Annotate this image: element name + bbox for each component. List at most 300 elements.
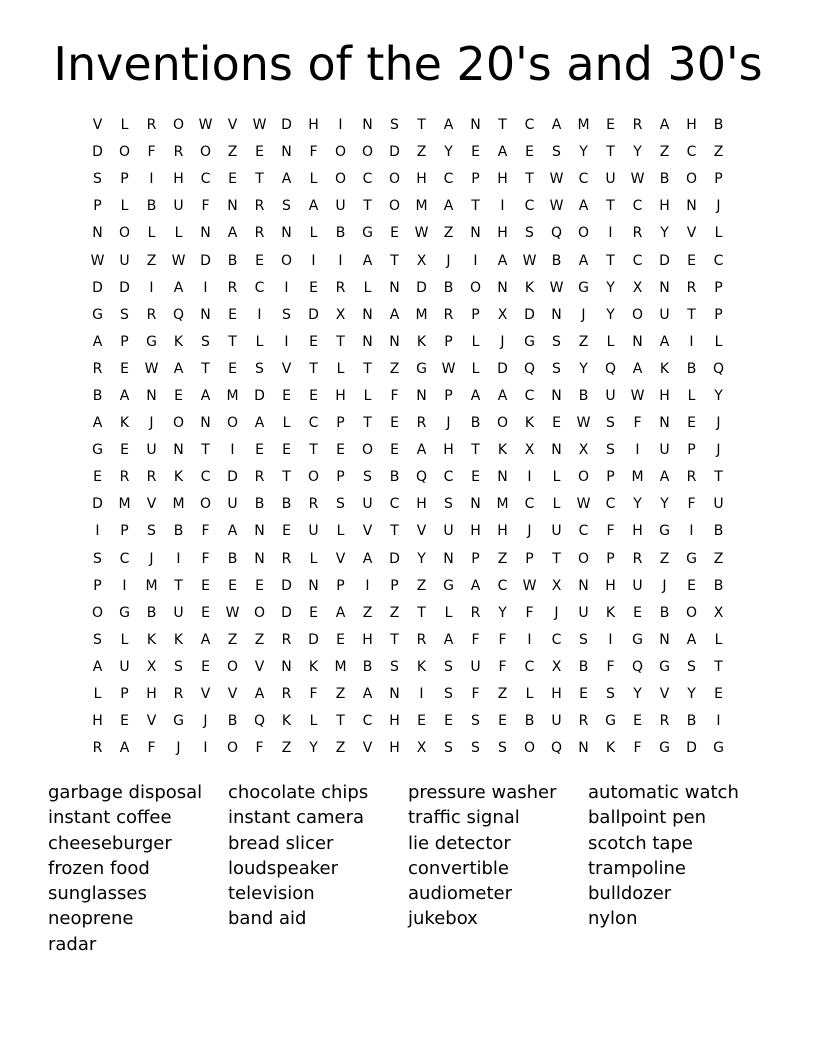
grid-letter: L	[255, 333, 264, 350]
grid-letter: P	[444, 387, 453, 404]
grid-letter: A	[416, 442, 427, 459]
grid-letter: Y	[309, 740, 318, 757]
grid-letter: E	[417, 713, 426, 730]
grid-letter: A	[119, 387, 130, 404]
grid-row	[84, 437, 732, 464]
grid-letter: A	[119, 740, 130, 757]
grid-letter: M	[172, 496, 185, 513]
grid-letter: Z	[713, 550, 724, 567]
grid-letter: B	[146, 198, 157, 215]
grid-row	[84, 708, 732, 735]
grid-letter: S	[282, 306, 291, 323]
grid-letter: A	[308, 198, 319, 215]
grid-letter: C	[524, 387, 535, 404]
grid-letter: N	[173, 442, 184, 459]
grid-letter: T	[336, 713, 345, 730]
grid-letter: N	[443, 550, 454, 567]
grid-letter: T	[417, 604, 426, 621]
grid-letter: O	[361, 442, 374, 459]
grid-row	[84, 329, 732, 356]
grid-letter: T	[606, 252, 615, 269]
grid-letter: T	[714, 469, 723, 486]
grid-letter: N	[551, 387, 562, 404]
grid-letter: N	[254, 523, 265, 540]
grid-letter: Y	[660, 225, 669, 242]
grid-letter: W	[576, 415, 591, 432]
grid-letter: L	[606, 333, 615, 350]
grid-letter: I	[311, 252, 316, 269]
grid-letter: V	[92, 117, 103, 134]
grid-letter: Q	[253, 713, 266, 730]
grid-letter: C	[686, 144, 697, 161]
grid-letter: L	[336, 523, 345, 540]
grid-letter: P	[120, 523, 129, 540]
grid-letter: D	[92, 144, 103, 161]
grid-letter: U	[551, 523, 562, 540]
grid-letter: Z	[443, 225, 454, 242]
word-column	[228, 780, 408, 957]
word-list-item: bulldozer	[588, 883, 672, 905]
grid-letter: J	[149, 415, 154, 432]
grid-letter: Q	[550, 225, 563, 242]
grid-letter: J	[527, 523, 532, 540]
grid-letter: N	[632, 333, 643, 350]
grid-letter: N	[281, 658, 292, 675]
grid-letter: R	[146, 469, 157, 486]
grid-letter: Z	[416, 144, 427, 161]
grid-row	[84, 220, 732, 247]
grid-letter: T	[498, 117, 507, 134]
grid-letter: D	[686, 740, 697, 757]
grid-letter: G	[119, 604, 130, 621]
grid-letter: O	[199, 496, 212, 513]
grid-letter: E	[120, 360, 129, 377]
grid-letter: U	[173, 198, 184, 215]
grid-letter: D	[92, 279, 103, 296]
grid-letter: G	[659, 740, 670, 757]
grid-letter: V	[200, 686, 211, 703]
grid-letter: W	[522, 252, 537, 269]
grid-letter: A	[632, 360, 643, 377]
grid-letter: F	[606, 523, 615, 540]
grid-letter: X	[713, 604, 724, 621]
grid-letter: N	[470, 117, 481, 134]
grid-letter: M	[145, 577, 158, 594]
grid-letter: J	[554, 604, 559, 621]
grid-letter: D	[119, 279, 130, 296]
grid-letter: Q	[712, 360, 725, 377]
grid-letter: V	[362, 740, 373, 757]
grid-letter: T	[282, 469, 291, 486]
grid-row	[84, 410, 732, 437]
grid-letter: M	[334, 658, 347, 675]
grid-letter: V	[416, 523, 427, 540]
grid-row	[84, 383, 732, 410]
grid-letter: A	[443, 198, 454, 215]
grid-letter: Z	[389, 360, 400, 377]
grid-letter: R	[254, 225, 265, 242]
grid-letter: I	[284, 279, 289, 296]
grid-letter: U	[146, 442, 157, 459]
grid-letter: A	[389, 306, 400, 323]
grid-letter: Z	[362, 604, 373, 621]
grid-letter: S	[336, 496, 345, 513]
grid-letter: F	[471, 686, 480, 703]
grid-letter: M	[415, 306, 428, 323]
grid-letter: W	[198, 117, 213, 134]
grid-letter: A	[173, 360, 184, 377]
grid-letter: V	[146, 713, 157, 730]
grid-letter: N	[227, 198, 238, 215]
grid-letter: P	[471, 306, 480, 323]
grid-letter: A	[578, 198, 589, 215]
grid-letter: U	[659, 442, 670, 459]
grid-letter: N	[389, 686, 400, 703]
grid-letter: N	[362, 306, 373, 323]
grid-row	[84, 735, 732, 762]
grid-letter: O	[334, 144, 347, 161]
grid-letter: G	[524, 333, 535, 350]
grid-letter: A	[200, 631, 211, 648]
grid-letter: K	[146, 631, 157, 648]
grid-letter: H	[497, 523, 508, 540]
grid-letter: S	[390, 117, 399, 134]
grid-letter: J	[149, 550, 154, 567]
grid-row	[84, 573, 732, 600]
grid-letter: F	[309, 144, 318, 161]
grid-letter: P	[336, 577, 345, 594]
grid-letter: H	[686, 117, 697, 134]
grid-letter: S	[606, 415, 615, 432]
grid-letter: N	[200, 306, 211, 323]
grid-letter: D	[281, 577, 292, 594]
grid-row	[84, 681, 732, 708]
grid-letter: D	[389, 550, 400, 567]
grid-letter: X	[632, 279, 643, 296]
grid-letter: S	[687, 658, 696, 675]
grid-letter: T	[201, 442, 210, 459]
grid-letter: D	[416, 279, 427, 296]
grid-letter: Y	[687, 686, 696, 703]
grid-letter: S	[552, 144, 561, 161]
grid-letter: W	[630, 387, 645, 404]
grid-row	[84, 464, 732, 491]
grid-letter: R	[686, 279, 697, 296]
grid-letter: E	[228, 171, 237, 188]
grid-letter: L	[309, 550, 318, 567]
grid-letter: T	[525, 171, 534, 188]
grid-letter: J	[662, 577, 667, 594]
grid-letter: K	[119, 415, 130, 432]
grid-letter: F	[309, 686, 318, 703]
grid-letter: S	[174, 658, 183, 675]
grid-letter: W	[549, 279, 564, 296]
grid-letter: R	[416, 631, 427, 648]
grid-letter: L	[687, 387, 696, 404]
grid-letter: E	[687, 252, 696, 269]
grid-letter: X	[578, 442, 589, 459]
grid-letter: B	[713, 523, 724, 540]
grid-letter: W	[144, 360, 159, 377]
grid-letter: F	[525, 604, 534, 621]
grid-letter: X	[416, 252, 427, 269]
word-list-item: chocolate chips	[228, 782, 369, 803]
word-list-item: cheeseburger	[48, 832, 172, 854]
grid-letter: D	[524, 306, 535, 323]
word-list-item: instant camera	[228, 807, 365, 829]
word-list-item: garbage disposal	[48, 782, 203, 803]
grid-letter: J	[446, 415, 451, 432]
grid-letter: A	[362, 550, 373, 567]
grid-letter: N	[200, 415, 211, 432]
grid-letter: I	[500, 198, 505, 215]
grid-letter: G	[713, 740, 724, 757]
grid-letter: H	[308, 117, 319, 134]
grid-letter: S	[606, 442, 615, 459]
grid-letter: E	[255, 442, 264, 459]
grid-letter: Q	[631, 658, 644, 675]
grid-letter: H	[497, 225, 508, 242]
grid-letter: L	[714, 631, 723, 648]
grid-letter: E	[228, 306, 237, 323]
grid-letter: T	[390, 252, 399, 269]
grid-letter: Y	[498, 604, 507, 621]
grid-letter: N	[686, 198, 697, 215]
grid-letter: L	[552, 496, 561, 513]
grid-letter: O	[91, 604, 104, 621]
grid-letter: Q	[523, 360, 536, 377]
grid-letter: H	[443, 442, 454, 459]
grid-letter: H	[470, 523, 481, 540]
grid-letter: N	[389, 333, 400, 350]
word-list	[48, 780, 788, 957]
grid-letter: S	[525, 225, 534, 242]
grid-letter: F	[498, 658, 507, 675]
grid-letter: C	[551, 631, 562, 648]
grid-letter: C	[632, 252, 643, 269]
grid-letter: E	[444, 713, 453, 730]
grid-letter: R	[686, 469, 697, 486]
grid-letter: A	[200, 387, 211, 404]
grid-letter: O	[226, 658, 239, 675]
grid-letter: E	[390, 442, 399, 459]
grid-letter: T	[363, 198, 372, 215]
grid-letter: C	[713, 252, 724, 269]
grid-letter: U	[308, 523, 319, 540]
grid-letter: T	[174, 577, 183, 594]
grid-letter: U	[119, 252, 130, 269]
grid-letter: L	[174, 225, 183, 242]
grid-letter: Z	[416, 577, 427, 594]
grid-letter: U	[551, 713, 562, 730]
grid-letter: R	[335, 279, 346, 296]
grid-letter: P	[336, 469, 345, 486]
grid-letter: D	[308, 306, 319, 323]
grid-row	[84, 139, 732, 166]
grid-letter: J	[716, 442, 721, 459]
grid-letter: A	[578, 252, 589, 269]
grid-letter: I	[257, 306, 262, 323]
grid-letter: Z	[497, 550, 508, 567]
grid-letter: O	[577, 225, 590, 242]
grid-letter: T	[552, 550, 561, 567]
grid-letter: P	[714, 171, 723, 188]
grid-letter: B	[470, 415, 481, 432]
grid-letter: A	[92, 415, 103, 432]
grid-letter: S	[552, 333, 561, 350]
grid-letter: I	[203, 279, 208, 296]
grid-letter: I	[149, 279, 154, 296]
grid-letter: U	[173, 604, 184, 621]
grid-letter: K	[497, 442, 508, 459]
grid-letter: Y	[444, 144, 453, 161]
grid-letter: R	[632, 550, 643, 567]
grid-letter: S	[120, 306, 129, 323]
grid-letter: F	[390, 387, 399, 404]
grid-letter: H	[362, 631, 373, 648]
grid-letter: Y	[417, 550, 426, 567]
grid-letter: R	[146, 117, 157, 134]
grid-letter: L	[714, 225, 723, 242]
grid-letter: O	[685, 604, 698, 621]
grid-letter: E	[282, 523, 291, 540]
grid-letter: L	[363, 387, 372, 404]
grid-letter: W	[522, 577, 537, 594]
grid-letter: T	[687, 306, 696, 323]
grid-letter: C	[497, 577, 508, 594]
grid-letter: I	[419, 686, 424, 703]
grid-letter: N	[362, 117, 373, 134]
grid-letter: U	[227, 496, 238, 513]
grid-letter: O	[334, 171, 347, 188]
grid-letter: L	[714, 333, 723, 350]
grid-letter: Y	[714, 387, 723, 404]
grid-letter: F	[633, 740, 642, 757]
grid-letter: B	[254, 496, 265, 513]
grid-letter: D	[92, 496, 103, 513]
grid-letter: M	[226, 387, 239, 404]
grid-letter: S	[579, 631, 588, 648]
grid-letter: I	[635, 442, 640, 459]
grid-letter: Z	[578, 333, 589, 350]
grid-letter: E	[255, 252, 264, 269]
grid-letter: O	[361, 144, 374, 161]
grid-letter: L	[120, 198, 129, 215]
grid-letter: E	[498, 713, 507, 730]
grid-letter: E	[309, 387, 318, 404]
grid-letter: A	[659, 117, 670, 134]
grid-letter: P	[687, 442, 696, 459]
grid-letter: R	[227, 279, 238, 296]
grid-letter: H	[173, 171, 184, 188]
grid-letter: I	[203, 740, 208, 757]
grid-letter: T	[714, 658, 723, 675]
grid-letter: F	[147, 144, 156, 161]
word-list-item: audiometer	[408, 883, 513, 905]
grid-letter: B	[686, 360, 697, 377]
grid-letter: C	[524, 198, 535, 215]
grid-letter: R	[659, 713, 670, 730]
grid-letter: H	[389, 740, 400, 757]
grid-letter: K	[524, 415, 535, 432]
grid-letter: H	[146, 686, 157, 703]
grid-row	[84, 654, 732, 681]
word-list-item: automatic watch	[588, 782, 739, 803]
grid-letter: M	[415, 198, 428, 215]
grid-letter: Y	[633, 496, 642, 513]
grid-letter: N	[659, 415, 670, 432]
grid-letter: B	[659, 171, 670, 188]
grid-letter: F	[201, 550, 210, 567]
grid-letter: O	[523, 740, 536, 757]
grid-letter: K	[173, 631, 184, 648]
grid-letter: R	[92, 360, 103, 377]
grid-letter: A	[686, 631, 697, 648]
grid-letter: K	[173, 469, 184, 486]
grid-letter: Z	[227, 144, 238, 161]
grid-letter: G	[92, 306, 103, 323]
grid-letter: V	[254, 658, 265, 675]
grid-letter: N	[551, 442, 562, 459]
grid-row	[84, 193, 732, 220]
grid-letter: C	[578, 171, 589, 188]
grid-letter: E	[201, 658, 210, 675]
grid-letter: C	[443, 469, 454, 486]
grid-letter: P	[606, 550, 615, 567]
word-list-item: band aid	[228, 908, 307, 930]
grid-letter: R	[416, 415, 427, 432]
grid-letter: B	[389, 469, 400, 486]
grid-letter: A	[443, 117, 454, 134]
grid-letter: B	[281, 496, 292, 513]
grid-letter: W	[549, 198, 564, 215]
grid-letter: Y	[606, 279, 615, 296]
grid-letter: S	[363, 469, 372, 486]
grid-letter: H	[416, 171, 427, 188]
grid-letter: B	[335, 225, 346, 242]
grid-row	[84, 166, 732, 193]
grid-letter: V	[362, 523, 373, 540]
grid-letter: N	[497, 469, 508, 486]
grid-letter: E	[201, 604, 210, 621]
grid-letter: D	[227, 469, 238, 486]
grid-letter: O	[253, 604, 266, 621]
grid-letter: O	[496, 415, 509, 432]
grid-letter: C	[524, 496, 535, 513]
grid-letter: F	[633, 415, 642, 432]
word-list-item: traffic signal	[408, 807, 520, 829]
grid-letter: W	[549, 171, 564, 188]
grid-letter: W	[90, 252, 105, 269]
grid-letter: Y	[579, 144, 588, 161]
grid-letter: S	[282, 198, 291, 215]
grid-letter: C	[362, 713, 373, 730]
grid-letter: C	[524, 117, 535, 134]
grid-letter: A	[92, 658, 103, 675]
grid-letter: D	[281, 604, 292, 621]
grid-letter: O	[172, 415, 185, 432]
grid-letter: P	[390, 577, 399, 594]
word-list-item: ballpoint pen	[588, 807, 706, 829]
grid-letter: E	[471, 144, 480, 161]
grid-letter: P	[120, 171, 129, 188]
grid-letter: I	[716, 713, 721, 730]
grid-letter: R	[470, 604, 481, 621]
grid-row	[84, 546, 732, 573]
grid-letter: R	[632, 117, 643, 134]
grid-letter: B	[578, 387, 589, 404]
grid-letter: D	[254, 387, 265, 404]
